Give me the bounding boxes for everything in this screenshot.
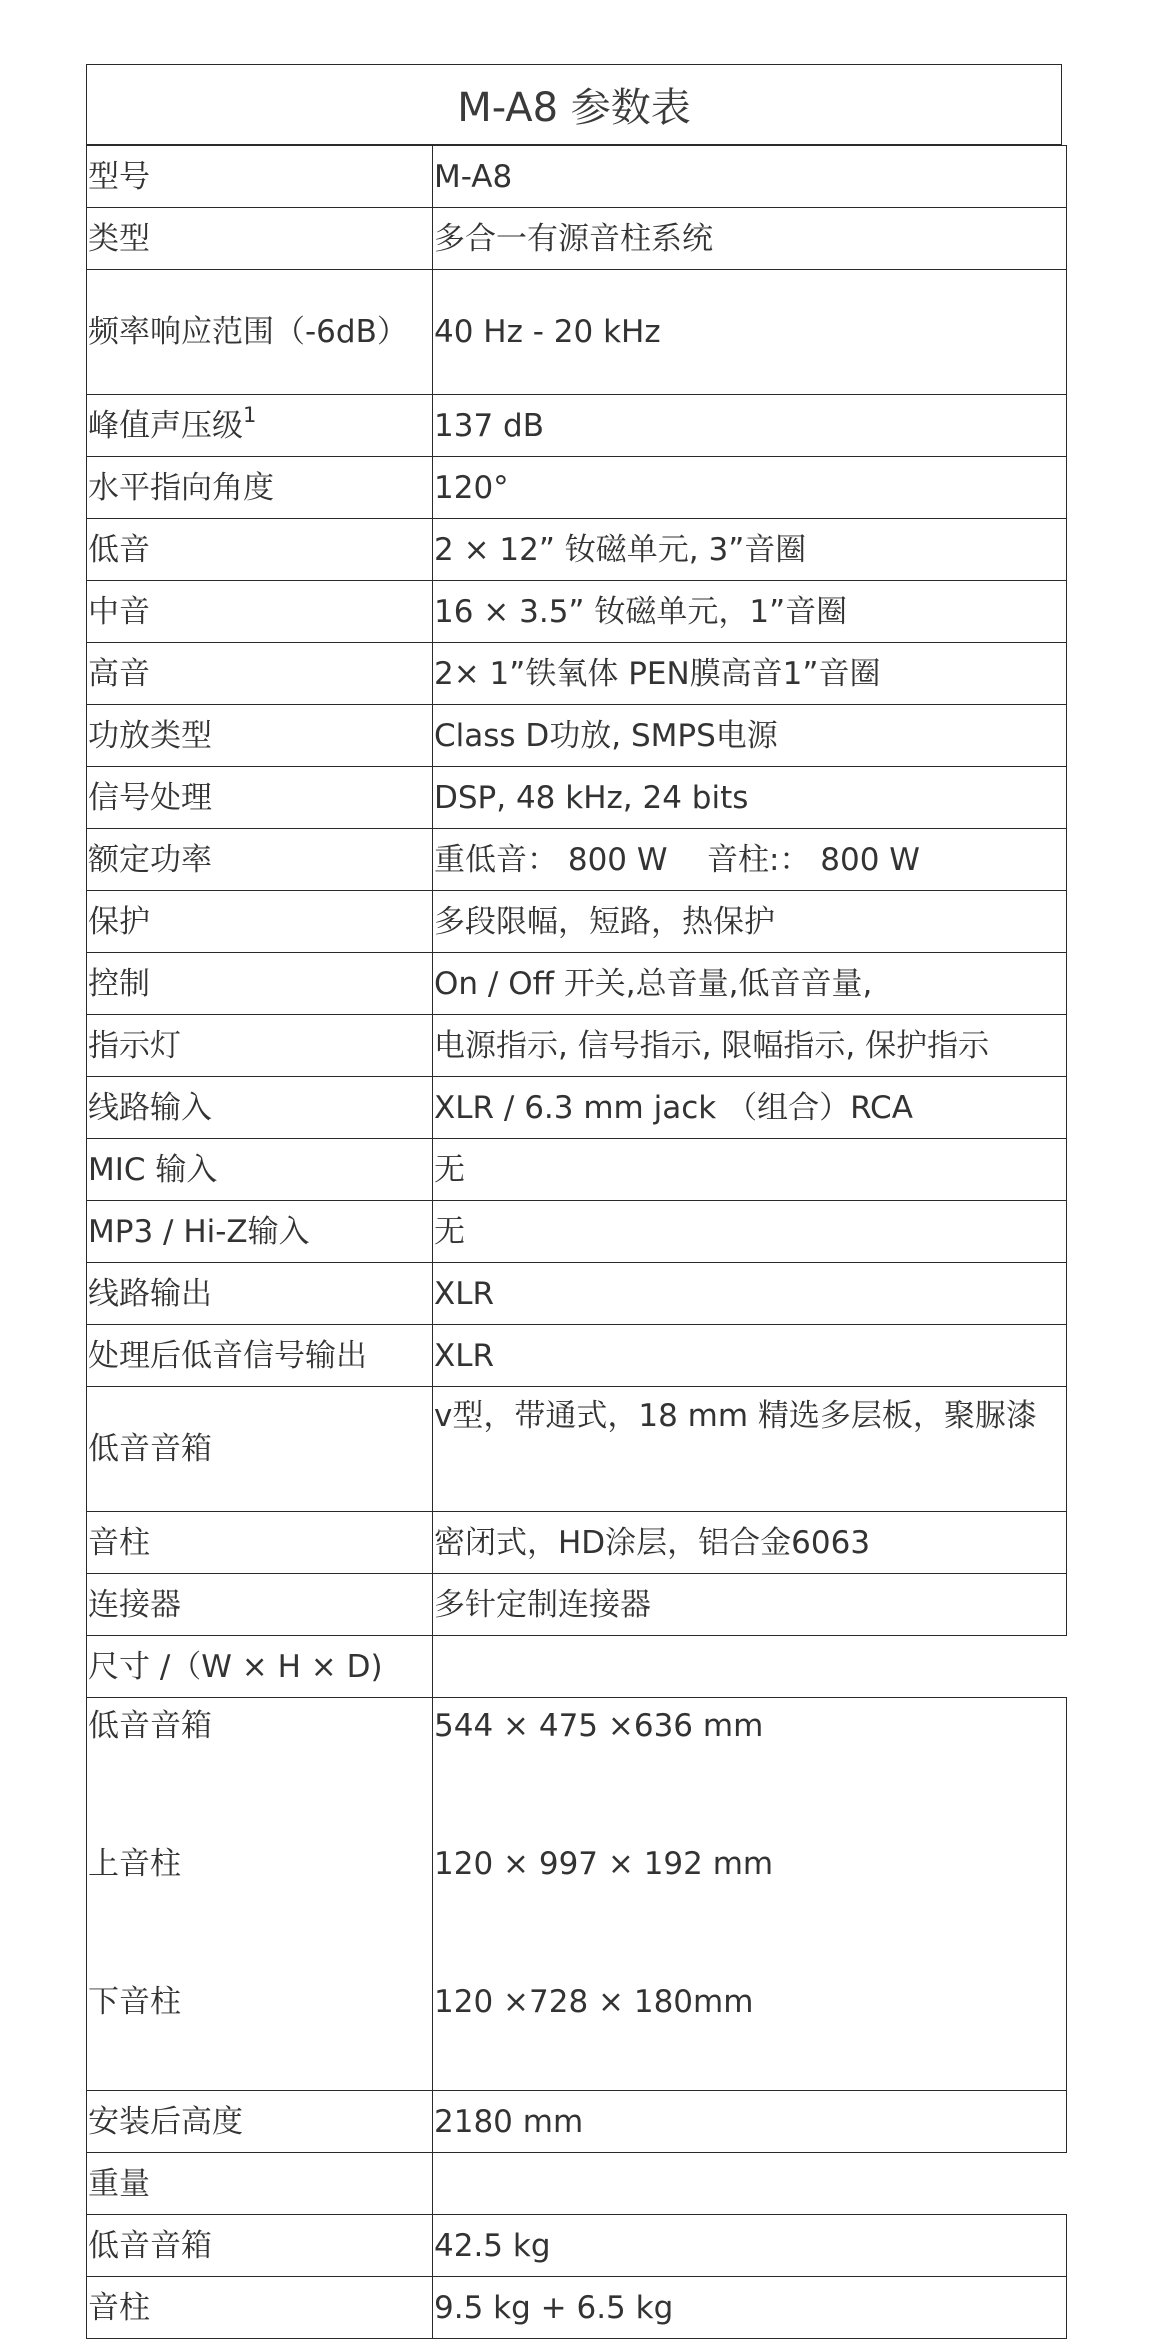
row-value: 电源指示, 信号指示, 限幅指示, 保护指示 [433, 1015, 1067, 1077]
row-value: On / Off 开关,总音量,低音音量, [433, 953, 1067, 1015]
dimensions-keys [87, 1698, 433, 2091]
row-value: 40 Hz - 20 kHz [433, 270, 1067, 395]
row-key: 频率响应范围（-6dB） [87, 270, 433, 395]
dimension-value: 120 ×728 × 180mm [434, 1984, 754, 2020]
row-key: 安装后高度 [87, 2091, 433, 2153]
row-value: 无 [433, 1201, 1067, 1263]
table-row [87, 891, 1067, 953]
row-value: DSP, 48 kHz, 24 bits [433, 767, 1067, 829]
table-row [87, 1077, 1067, 1139]
row-key: 指示灯 [87, 1015, 433, 1077]
row-key: 水平指向角度 [87, 457, 433, 519]
dimensions-row [87, 1698, 1067, 2091]
table-row [87, 270, 1067, 395]
row-value: 无 [433, 1139, 1067, 1201]
table-row [87, 1512, 1067, 1574]
dimension-key: 低音音箱 [88, 1708, 212, 1744]
footnote-marker: 1 [243, 402, 257, 427]
weight-heading-value [433, 2153, 1067, 2215]
row-value: 多针定制连接器 [433, 1574, 1067, 1636]
row-value: 多合一有源音柱系统 [433, 208, 1067, 270]
row-key: 低音音箱 [87, 2215, 433, 2277]
dimension-key: 上音柱 [88, 1846, 181, 1882]
spec-sheet [86, 64, 1062, 2339]
row-key: 低音音箱 [87, 1387, 433, 1512]
dimension-value: 544 × 475 ×636 mm [434, 1708, 764, 1744]
row-key: 线路输入 [87, 1077, 433, 1139]
table-row [87, 1201, 1067, 1263]
table-row [87, 2215, 1067, 2277]
table-row [87, 1325, 1067, 1387]
row-value: 137 dB [433, 395, 1067, 457]
row-key: 线路输出 [87, 1263, 433, 1325]
row-value: Class D功放, SMPS电源 [433, 705, 1067, 767]
row-key: 音柱 [87, 2277, 433, 2339]
table-row [87, 1574, 1067, 1636]
table-row [87, 767, 1067, 829]
row-value: 2180 mm [433, 2091, 1067, 2153]
table-row [87, 2277, 1067, 2339]
row-key: 连接器 [87, 1574, 433, 1636]
row-value: 42.5 kg [433, 2215, 1067, 2277]
weight-heading-row [87, 2153, 1067, 2215]
row-value: 多段限幅，短路，热保护 [433, 891, 1067, 953]
table-row [87, 2091, 1067, 2153]
row-value: 密闭式，HD涂层，铝合金6063 [433, 1512, 1067, 1574]
row-key: 音柱 [87, 1512, 433, 1574]
dimensions-heading-row [87, 1636, 1067, 1698]
table-row [87, 953, 1067, 1015]
row-value: 16 × 3.5” 钕磁单元，1”音圈 [433, 581, 1067, 643]
table-row [87, 519, 1067, 581]
table-row [87, 146, 1067, 208]
row-value: v型，带通式，18 mm 精选多层板，聚脲漆 [433, 1387, 1067, 1512]
row-key: 型号 [87, 146, 433, 208]
table-row [87, 457, 1067, 519]
dimension-key: 下音柱 [88, 1984, 181, 2020]
table-row [87, 829, 1067, 891]
dimensions-values [433, 1698, 1067, 2091]
row-value: 120° [433, 457, 1067, 519]
row-value: 2× 1”铁氧体 PEN膜高音1”音圈 [433, 643, 1067, 705]
dimension-value: 120 × 997 × 192 mm [434, 1846, 774, 1882]
row-key [87, 395, 433, 457]
dimensions-heading: 尺寸 /（W × H × D) [87, 1636, 433, 1698]
row-key: 处理后低音信号输出 [87, 1325, 433, 1387]
row-value: XLR [433, 1263, 1067, 1325]
row-key: 功放类型 [87, 705, 433, 767]
row-key: 额定功率 [87, 829, 433, 891]
row-key: 类型 [87, 208, 433, 270]
row-key: 信号处理 [87, 767, 433, 829]
row-value: 重低音： 800 W 音柱:： 800 W [433, 829, 1067, 891]
page-title: M-A8 参数表 [86, 64, 1062, 145]
table-row [87, 1015, 1067, 1077]
row-key: 高音 [87, 643, 433, 705]
row-key: 中音 [87, 581, 433, 643]
dimensions-heading-value [433, 1636, 1067, 1698]
row-key-text: 峰值声压级 [88, 407, 243, 444]
row-key: 保护 [87, 891, 433, 953]
table-row [87, 1387, 1067, 1512]
row-value: XLR / 6.3 mm jack （组合）RCA [433, 1077, 1067, 1139]
row-value: XLR [433, 1325, 1067, 1387]
row-key: MP3 / Hi-Z输入 [87, 1201, 433, 1263]
table-row [87, 581, 1067, 643]
table-row [87, 643, 1067, 705]
table-row [87, 208, 1067, 270]
row-key: 低音 [87, 519, 433, 581]
table-row [87, 395, 1067, 457]
row-key: MIC 输入 [87, 1139, 433, 1201]
row-value: 2 × 12” 钕磁单元, 3”音圈 [433, 519, 1067, 581]
row-key: 控制 [87, 953, 433, 1015]
table-row [87, 1139, 1067, 1201]
table-row [87, 1263, 1067, 1325]
weight-heading: 重量 [87, 2153, 433, 2215]
table-row [87, 705, 1067, 767]
row-value: M-A8 [433, 146, 1067, 208]
spec-table [86, 145, 1067, 2339]
row-value: 9.5 kg + 6.5 kg [433, 2277, 1067, 2339]
